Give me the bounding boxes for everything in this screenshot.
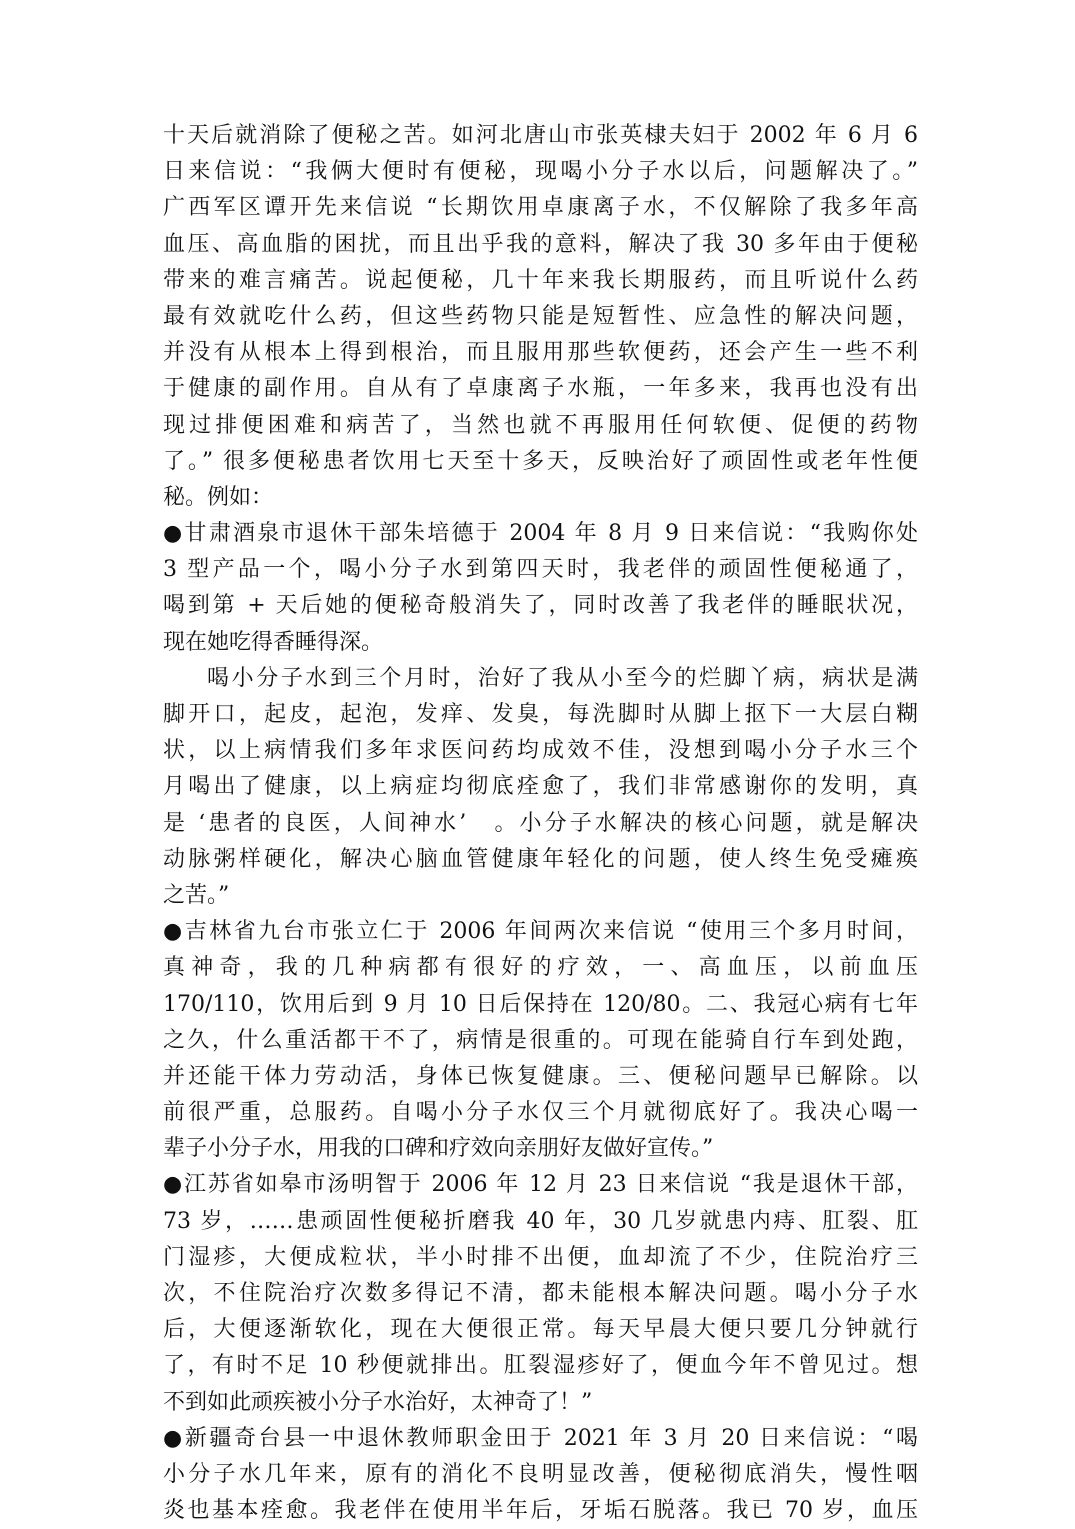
text-line: 了。” 很多便秘患者饮用七天至十多天，反映治好了顽固性或老年性便 — [163, 448, 918, 474]
text-line: 73 岁，……患顽固性便秘折磨我 40 年，30 几岁就患内痔、肛裂、肛 — [163, 1208, 918, 1234]
text-line: 不到如此顽疾被小分子水治好，太神奇了！” — [163, 1389, 593, 1415]
text-line: 脚开口，起皮，起泡，发痒、发臭，每洗脚时从脚上抠下一大层白糊 — [163, 702, 918, 727]
paragraph-first-line: 喝小分子水到三个月时，治好了我从小至今的烂脚丫病，病状是满 — [207, 665, 918, 691]
text-line: 后，大便逐渐软化，现在大便很正常。每天早晨大便只要几分钟就行 — [163, 1317, 918, 1343]
bullet-item-line: ●江苏省如皋市汤明智于 2006 年 12 月 23 日来信说 “我是退休干部， — [163, 1172, 918, 1198]
text-line: 是 ‘患者的良医，人间神水’ 。小分子水解决的核心问题，就是解决 — [163, 810, 918, 836]
text-line: 十天后就消除了便秘之苦。如河北唐山市张英棣夫妇于 2002 年 6 月 6 — [163, 123, 918, 148]
text-line: 最有效就吃什么药，但这些药物只能是短暂性、应急性的解决问题， — [163, 303, 918, 329]
text-line: 秘。例如： — [163, 484, 274, 510]
text-line: 月喝出了健康，以上病症均彻底痊愈了，我们非常感谢你的发明，真 — [163, 774, 918, 800]
text-line: 次，不住院治疗次数多得记不清，都未能根本解决问题。喝小分子水 — [163, 1281, 918, 1306]
text-line: 现在她吃得香睡得深。 — [163, 629, 384, 655]
text-line: 广西军区谭开先来信说 “长期饮用卓康离子水，不仅解除了我多年高 — [163, 195, 918, 221]
text-line: 带来的难言痛苦。说起便秘，几十年来我长期服药，而且听说什么药 — [163, 267, 918, 293]
text-line: 真神奇，我的几种病都有很好的疗效，一、高血压，以前血压 — [163, 955, 918, 981]
text-line: 现过排便困难和病苦了，当然也就不再服用任何软便、促便的药物 — [163, 412, 918, 438]
text-line: 小分子水几年来，原有的消化不良明显改善，便秘彻底消失，慢性咽 — [163, 1461, 918, 1487]
text-line: 并没有从根本上得到根治，而且服用那些软便药，还会产生一些不利 — [163, 340, 918, 366]
text-line: 动脉粥样硬化，解决心脑血管健康年轻化的问题，使人终生免受瘫痪 — [163, 846, 918, 872]
text-line: 炎也基本痊愈。我老伴在使用半年后，牙垢石脱落。我已 70 岁，血压 — [163, 1498, 918, 1524]
text-line: 3 型产品一个，喝小分子水到第四天时，我老伴的顽固性便秘通了， — [163, 557, 918, 583]
text-line: 辈子小分子水，用我的口碑和疗效向亲朋好友做好宣传。” — [163, 1136, 714, 1162]
text-line: 喝到第 + 天后她的便秘奇般消失了，同时改善了我老伴的睡眠状况， — [163, 593, 918, 619]
text-line: 之久，什么重活都干不了，病情是很重的。可现在能骑自行车到处跑， — [163, 1027, 918, 1053]
bullet-item-line: ●甘肃酒泉市退休干部朱培德于 2004 年 8 月 9 日来信说：“我购你处 — [163, 521, 918, 547]
text-line: 门湿疹，大便成粒状，半小时排不出便，血却流了不少，住院治疗三 — [163, 1244, 918, 1270]
bullet-item-line: ●新疆奇台县一中退休教师职金田于 2021 年 3 月 20 日来信说：“喝 — [163, 1425, 918, 1451]
text-line: 并还能干体力劳动活，身体已恢复健康。三、便秘问题早已解除。以 — [163, 1063, 918, 1089]
text-line: 状，以上病情我们多年求医问药均成效不佳，没想到喝小分子水三个 — [163, 738, 918, 764]
text-line: 170/110，饮用后到 9 月 10 日后保持在 120/80。二、我冠心病有七年 — [163, 991, 918, 1017]
text-line: 日来信说：“我俩大便时有便秘，现喝小分子水以后，问题解决了。” — [163, 159, 918, 185]
bullet-item-line: ●吉林省九台市张立仁于 2006 年间两次来信说 “使用三个多月时间， — [163, 919, 918, 945]
document-page — [163, 118, 918, 1529]
text-line: 之苦。” — [163, 882, 230, 908]
text-line: 于健康的副作用。自从有了卓康离子水瓶，一年多来，我再也没有出 — [163, 376, 918, 402]
text-line: 前很严重，总服药。自喝小分子水仅三个月就彻底好了。我决心喝一 — [163, 1100, 918, 1126]
text-line: 了，有时不足 10 秒便就排出。肛裂湿疹好了，便血今年不曾见过。想 — [163, 1353, 918, 1379]
text-line: 血压、高血脂的困扰，而且出乎我的意料，解决了我 30 多年由于便秘 — [163, 231, 918, 257]
